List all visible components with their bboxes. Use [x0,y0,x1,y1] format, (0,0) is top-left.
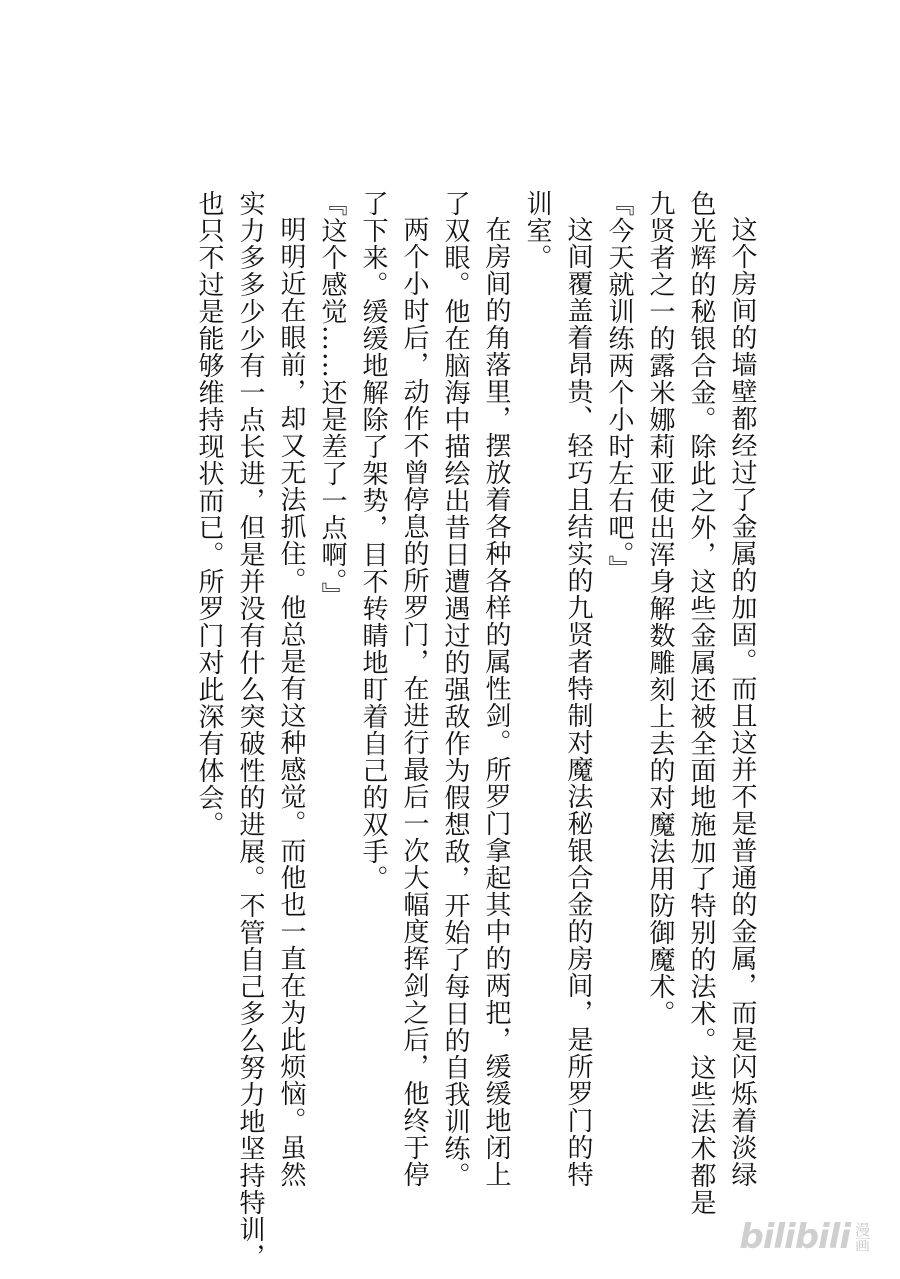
text-line: 明明近在眼前，却又无法抓住。他总是有这种感觉。而他也一直在为此烦恼。虽然 [276,216,306,1188]
text-line: 两个小时后，动作不曾停息的所罗门，在进行最后一次大幅度挥剑之后，他终于停 [399,216,429,1188]
text-line: 这间覆盖着昂贵、轻巧且结实的九贤者特制对魔法秘银合金的房间，是所罗门的特 [563,216,593,1188]
manga-label: 漫画 [853,1222,871,1252]
text-line: 了双眼。他在脑海中描绘出昔日遭遇过的强敌作为假想敌，开始了每日的自我训练。 [440,190,470,1189]
text-line: 实力多多少少有一点长进，但是并没有什么突破性的进展。不管自己多么努力地坚持特训， [235,190,265,1270]
text-line: 色光辉的秘银合金。除此之外，这些金属还被全面地施加了特别的法术。这些法术都是 [686,190,716,1216]
text-line: 在房间的角落里，摆放着各种各样的属性剑。所罗门拿起其中的两把，缓缓地闭上 [481,216,511,1188]
text-line: 也只不过是能够维持现状而已。所罗门对此深有体会。 [194,190,224,838]
text-line: 这个房间的墙壁都经过了金属的加固。而且这并不是普通的金属，而是闪烁着淡绿 [727,216,757,1188]
dialogue-line: 『今天就训练两个小时左右吧。』 [604,190,634,582]
vertical-text-body [188,190,762,1270]
text-line: 训室。 [522,190,552,271]
dialogue-line: 『这个感觉……还是差了一点啊。』 [317,190,347,609]
bilibili-watermark [739,1217,870,1257]
text-line: 九贤者之一的露米娜莉亚使出浑身解数雕刻上去的对魔法用防御魔术。 [645,190,675,1027]
bilibili-logo: bilibili [739,1217,850,1257]
text-line: 了下来。缓缓地解除了架势，目不转睛地盯着自己的双手。 [358,190,388,892]
